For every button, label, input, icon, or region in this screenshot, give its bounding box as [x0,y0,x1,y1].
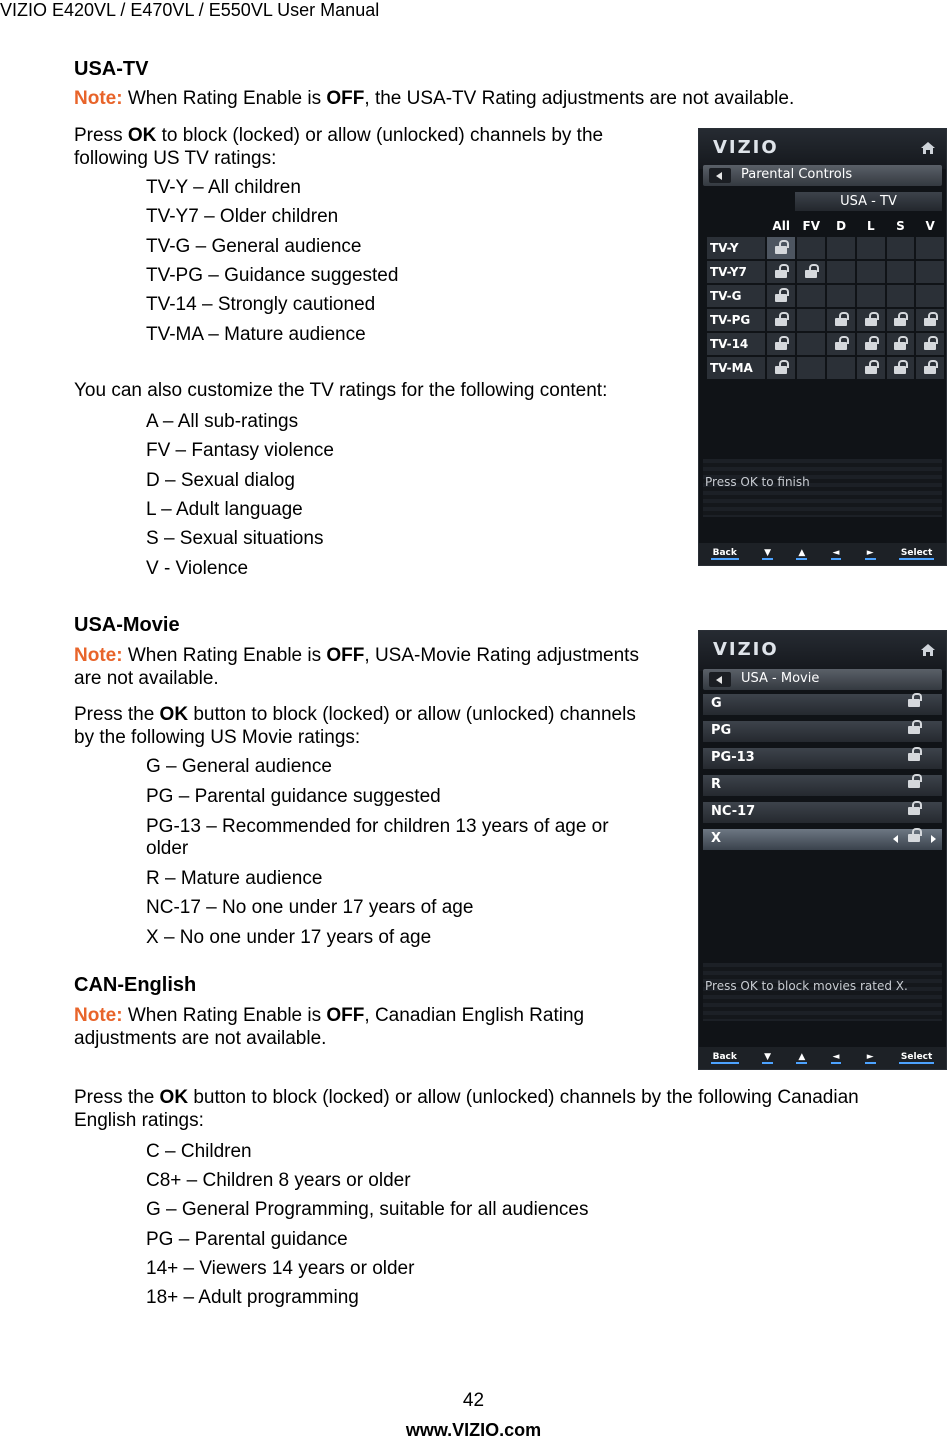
list-item: C – Children [146,1141,252,1162]
row-label: TV-14 [707,333,765,355]
list-item: TV-MA – Mature audience [146,323,366,345]
column-header: FV [802,219,821,233]
rating-cell[interactable] [767,237,795,259]
unlock-icon [908,831,920,846]
note-text: are not available. [74,668,219,689]
rating-cell[interactable] [767,285,795,307]
row-label: TV-MA [707,357,765,379]
back-arrow-icon [709,672,731,687]
row-label: TV-Y [707,237,765,259]
list-item: G – General audience [146,756,332,777]
usa-tv-intro [74,124,603,170]
list-item: R – Mature audience [146,868,323,889]
unlock-icon [908,750,920,765]
nav-button: ▲ [798,548,806,558]
usa-tv-screen-image [698,128,947,566]
rating-row[interactable] [707,285,944,307]
rating-cell[interactable] [767,333,795,355]
rating-cell[interactable] [916,285,944,307]
unlock-icon [775,246,787,254]
unlock-icon [894,318,906,326]
unlock-icon [894,366,906,374]
back-arrow-icon [709,168,731,183]
list-item: PG-13 – Recommended for children 13 years of age or [146,816,609,837]
list-item: TV-Y7 – Older children [146,206,339,228]
row-label: TV-PG [707,309,765,331]
text: English ratings: [74,1110,204,1131]
note-can-english [74,1004,584,1050]
note-off: OFF [326,645,365,666]
rating-cell[interactable] [857,357,885,379]
note-usa-movie [74,644,639,690]
text: button to block (locked) or allow (unlocked) channels by the following Canadian [188,1087,859,1108]
movie-rating-row[interactable] [703,775,942,796]
nav-button: ▲ [798,1052,806,1062]
nav-button: ► [866,1052,874,1062]
row-label: PG-13 [711,750,755,765]
note-label: Note: [74,645,123,666]
page-number: 42 [462,1390,485,1411]
nav-button: ◄ [832,1052,840,1062]
note-text: , USA-Movie Rating adjustments [364,645,639,666]
unlock-icon [775,294,787,302]
nav-button: Back [712,548,737,558]
rating-cell[interactable] [887,333,915,355]
list-item: TV-G – General audience [146,235,362,257]
list-item: FV – Fantasy violence [146,440,334,462]
row-label: PG [711,723,732,738]
rating-cell[interactable] [857,237,885,259]
rating-cell[interactable] [916,261,944,283]
column-header: L [866,219,875,233]
page-header: VIZIO E420VL / E470VL / E550VL User Manual [0,0,380,20]
rating-cell[interactable] [797,237,825,259]
list-item: 14+ – Viewers 14 years or older [146,1257,415,1279]
rating-cell[interactable] [857,261,885,283]
unlock-icon [865,318,877,326]
rating-cell[interactable] [797,333,825,355]
unlock-icon [924,366,936,374]
text: Press [74,125,128,146]
vizio-logo: VIZIO [713,639,779,660]
heading-usa-tv: USA-TV [74,58,149,80]
movie-rating-row[interactable] [703,694,942,715]
text: to block (locked) or allow (unlocked) channels by the [156,125,604,146]
list-item: D – Sexual dialog [146,469,295,491]
list-item: X – No one under 17 years of age [146,927,432,948]
column-header: All [772,219,790,233]
list-item: PG – Parental guidance suggested [146,786,441,807]
unlock-icon [775,270,787,278]
left-arrow-icon [893,835,898,843]
note-off: OFF [326,88,365,109]
row-label: TV-Y7 [707,261,765,283]
row-label: TV-G [707,285,765,307]
rating-cell[interactable] [767,261,795,283]
list-item: S – Sexual situations [146,528,324,550]
unlock-icon [835,318,847,326]
text: by the following US Movie ratings: [74,727,361,748]
text: button to block (locked) or allow (unlocked) channels [188,704,636,725]
list-item: V - Violence [146,557,249,579]
custom-intro: You can also customize the TV ratings for the following content: [74,380,608,401]
column-header: S [896,219,905,233]
list-item: G – General Programming, suitable for all audiences [146,1199,589,1221]
list-item: PG – Parental guidance [146,1228,348,1250]
rating-row[interactable] [707,357,944,379]
rating-cell[interactable] [797,309,825,331]
nav-button: ◄ [832,548,840,558]
rating-cell[interactable] [887,237,915,259]
rating-cell[interactable] [857,285,885,307]
rating-cell[interactable] [887,285,915,307]
rating-cell[interactable] [827,261,855,283]
rating-cell[interactable] [887,309,915,331]
nav-button: ▼ [764,1052,772,1062]
row-label: X [711,831,722,846]
menu-title: Parental Controls [741,167,853,182]
row-label: R [711,777,722,792]
unlock-icon [894,342,906,350]
heading-usa-movie: USA-Movie [74,614,180,636]
rating-cell[interactable] [916,357,944,379]
column-header: D [836,219,847,233]
unlock-icon [924,318,936,326]
menu-title: USA - Movie [741,671,820,686]
rating-cell[interactable] [857,333,885,355]
rating-row[interactable] [707,261,944,283]
list-item: NC-17 – No one under 17 years of age [146,897,474,918]
rating-cell[interactable] [827,237,855,259]
screen-nav-bar [699,1047,946,1069]
nav-button: ► [866,548,874,558]
screen-topbar [699,129,946,169]
list-item: TV-PG – Guidance suggested [146,264,399,286]
note-usa-tv [74,88,794,110]
right-arrow-icon [931,835,936,843]
list-item: TV-Y – All children [146,177,301,198]
rating-cell[interactable] [827,333,855,355]
footer-url[interactable]: www.VIZIO.com [405,1420,542,1440]
note-label: Note: [74,1005,123,1026]
menu-bar [703,165,942,186]
row-label: G [711,696,722,711]
list-item: older [146,838,189,859]
unlock-icon [805,270,817,278]
text: Press the [74,1087,160,1108]
column-header: V [925,219,935,233]
rating-row[interactable] [707,237,944,259]
rating-cell[interactable] [916,237,944,259]
nav-button: Select [900,1052,933,1062]
rating-cell[interactable] [797,357,825,379]
movie-rating-row[interactable] [703,802,942,823]
note-label: Note: [74,88,123,109]
movie-rating-row[interactable] [703,748,942,769]
movie-rating-row[interactable] [703,721,942,742]
rating-cell[interactable] [827,309,855,331]
usa-movie-intro [74,703,636,749]
screen-hint: Press OK to block movies rated X. [705,979,908,993]
rating-cell[interactable] [916,333,944,355]
unlock-icon [865,342,877,350]
home-icon [920,140,936,156]
note-text: When Rating Enable is [122,645,327,666]
unlock-icon [775,342,787,350]
home-icon [920,642,936,658]
nav-button: Back [712,1052,737,1062]
rating-cell[interactable] [887,261,915,283]
movie-rating-row[interactable] [703,829,942,850]
ok-key: OK [127,125,157,146]
screen-topbar [699,631,946,671]
rating-cell[interactable] [797,285,825,307]
rating-cell[interactable] [916,309,944,331]
unlock-icon [908,804,920,819]
rating-row[interactable] [707,333,944,355]
rating-cell[interactable] [887,357,915,379]
unlock-icon [908,723,920,738]
list-item: TV-14 – Strongly cautioned [146,294,376,316]
list-item: 18+ – Adult programming [146,1287,359,1308]
unlock-icon [775,318,787,326]
unlock-icon [908,696,920,711]
screen-hint: Press OK to finish [705,475,810,489]
note-text: adjustments are not available. [74,1028,327,1049]
menu-bar [703,669,942,690]
note-text: When Rating Enable is [122,1005,327,1026]
unlock-icon [865,366,877,374]
text: following US TV ratings: [74,148,277,169]
rating-cell[interactable] [767,357,795,379]
unlock-icon [924,342,936,350]
text: Press the [74,704,160,725]
note-text: , the USA-TV Rating adjustments are not available. [364,88,795,109]
list-item: A – All sub-ratings [146,411,299,432]
rating-cell[interactable] [827,357,855,379]
rating-cell[interactable] [767,309,795,331]
nav-button: Select [900,548,933,558]
submenu-title: USA - TV [795,192,942,211]
unlock-icon [775,366,787,374]
heading-can-english: CAN-English [74,974,197,996]
note-text: When Rating Enable is [122,88,327,109]
unlock-icon [835,342,847,350]
can-english-intro [74,1086,859,1132]
note-off: OFF [326,1005,365,1026]
usa-movie-screen-image [698,630,947,1070]
nav-button: ▼ [764,548,772,558]
ok-key: OK [159,704,189,725]
rating-row[interactable] [707,309,944,331]
note-text: , Canadian English Rating [364,1005,585,1026]
rating-cell[interactable] [857,309,885,331]
ok-key: OK [159,1087,189,1108]
rating-cell[interactable] [827,285,855,307]
unlock-icon [908,777,920,792]
list-item: L – Adult language [146,498,303,520]
screen-nav-bar [699,543,946,565]
row-label: NC-17 [711,804,756,819]
rating-grid [705,215,946,381]
vizio-logo: VIZIO [713,137,779,158]
list-item: C8+ – Children 8 years or older [146,1170,411,1192]
rating-cell[interactable] [797,261,825,283]
